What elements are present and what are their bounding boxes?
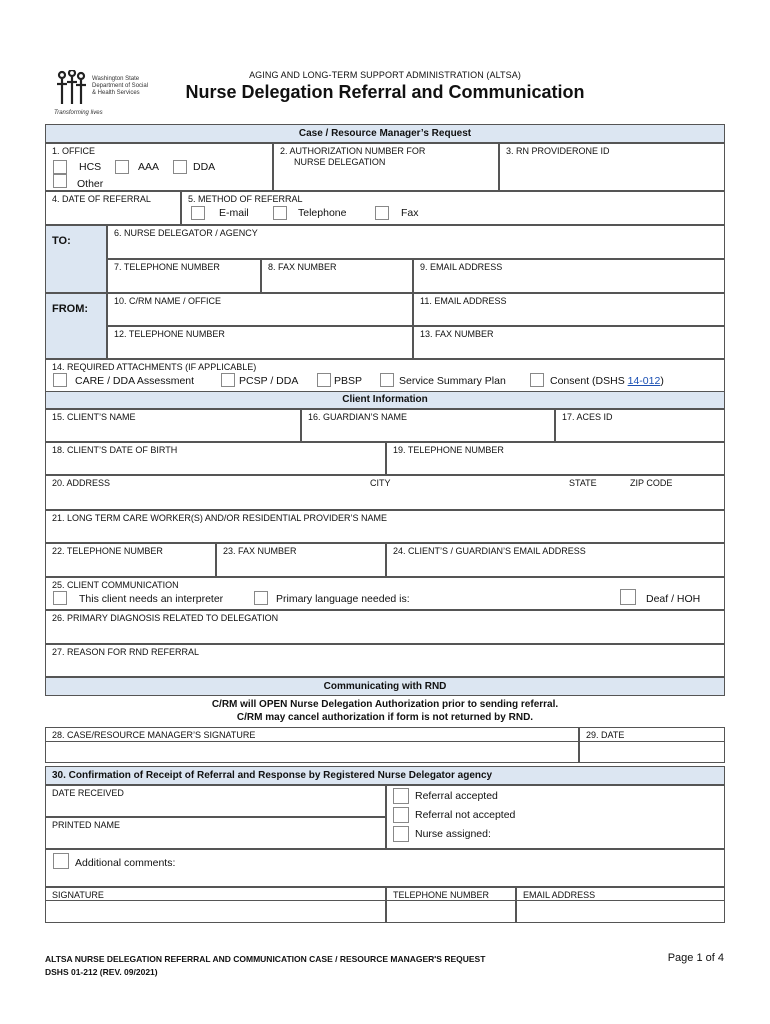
to-email-label: 9. EMAIL ADDRESS [420, 262, 503, 272]
rnd-signature-field[interactable] [45, 887, 386, 923]
referral-form [45, 124, 725, 924]
att-summary-label: Service Summary Plan [399, 375, 506, 387]
date-referral-label: 4. DATE OF REFERRAL [52, 194, 151, 204]
from-telephone-label: 12. TELEPHONE NUMBER [114, 329, 225, 339]
reason-field[interactable] [45, 644, 725, 677]
rn-providerone-label: 3. RN PROVIDERONE ID [506, 146, 610, 156]
comm-deaf-label: Deaf / HOH [646, 593, 701, 605]
client-telephone-field[interactable] [386, 442, 725, 475]
client-email-label: 24. CLIENT’S / GUARDIAN’S EMAIL ADDRESS [393, 546, 586, 556]
auth-number-field[interactable] [273, 143, 499, 191]
city-label: CITY [370, 478, 391, 488]
rn-providerone-field[interactable] [499, 143, 725, 191]
rnd-email-label: EMAIL ADDRESS [523, 890, 596, 900]
client-email-field[interactable] [386, 543, 725, 577]
method-referral-label: 5. METHOD OF REFERRAL [188, 194, 303, 204]
client-name-field[interactable] [45, 409, 301, 442]
att-consent-link[interactable]: 14-012 [627, 375, 661, 387]
section-client-info: Client Information [45, 391, 725, 409]
page-title: Nurse Delegation Referral and Communication [185, 82, 585, 102]
footer-page-number: Page 1 of 4 [667, 952, 724, 964]
nurse-assigned-label: Nurse assigned: [415, 828, 491, 840]
section-confirmation: 30. Confirmation of Receipt of Referral and Response by Registered Nurse Delegator agency [45, 766, 725, 785]
printed-name-label: PRINTED NAME [52, 820, 121, 830]
rnd-signature-divider [45, 900, 725, 901]
zip-label: ZIP CODE [630, 478, 673, 488]
additional-comments-checkbox[interactable] [53, 853, 69, 869]
sig-date-field[interactable] [579, 727, 725, 763]
method-fax-checkbox[interactable] [375, 206, 389, 220]
att-consent-close: ) [660, 375, 664, 387]
state-label: STATE [569, 478, 597, 488]
comm-deaf-checkbox[interactable] [620, 589, 636, 605]
rnd-telephone-field[interactable] [386, 887, 516, 923]
sig-date-label: 29. DATE [586, 730, 625, 740]
att-pcsp-checkbox[interactable] [221, 373, 235, 387]
crm-name-label: 10. C/RM NAME / OFFICE [114, 296, 222, 306]
from-fax-field[interactable] [413, 326, 725, 359]
diagnosis-field[interactable] [45, 610, 725, 644]
att-consent-text [550, 375, 664, 387]
client-dob-field[interactable] [45, 442, 386, 475]
ltc-worker-field[interactable] [45, 510, 725, 543]
sig-date-divider [579, 741, 725, 742]
ltc-telephone-label: 22. TELEPHONE NUMBER [52, 546, 163, 556]
office-aaa-checkbox[interactable] [115, 160, 129, 174]
agency-name: AGING AND LONG-TERM SUPPORT ADMINISTRATION (ALTSA) [249, 70, 521, 80]
office-aaa-label: AAA [138, 161, 160, 173]
additional-comments-label: Additional comments: [75, 857, 176, 869]
rnd-signature-label: SIGNATURE [52, 890, 104, 900]
method-telephone-label: Telephone [298, 207, 347, 219]
method-email-label: E-mail [219, 207, 249, 219]
date-received-label: DATE RECEIVED [52, 788, 124, 798]
address-label: 20. ADDRESS [52, 478, 111, 488]
to-label: TO: [45, 225, 107, 293]
logo-line-1: Washington State [92, 76, 140, 82]
from-email-label: 11. EMAIL ADDRESS [420, 296, 507, 306]
printed-name-field[interactable] [45, 817, 386, 849]
section-case-manager: Case / Resource Manager’s Request [45, 124, 725, 143]
office-hcs-checkbox[interactable] [53, 160, 67, 174]
client-telephone-label: 19. TELEPHONE NUMBER [393, 445, 504, 455]
referral-not-accepted-checkbox[interactable] [393, 807, 409, 823]
office-other-checkbox[interactable] [53, 174, 67, 188]
crm-signature-field[interactable] [45, 727, 579, 763]
office-dda-label: DDA [193, 161, 216, 173]
from-label: FROM: [45, 293, 107, 359]
reason-label: 27. REASON FOR RND REFERRAL [52, 647, 200, 657]
referral-not-accepted-label: Referral not accepted [415, 809, 516, 821]
client-dob-label: 18. CLIENT’S DATE OF BIRTH [52, 445, 178, 455]
crm-name-field[interactable] [107, 293, 413, 326]
method-fax-label: Fax [401, 207, 419, 219]
rnd-email-field[interactable] [516, 887, 725, 923]
office-dda-checkbox[interactable] [173, 160, 187, 174]
att-pbsp-label: PBSP [334, 375, 363, 387]
comm-interpreter-label: This client needs an interpreter [79, 593, 224, 605]
crm-signature-divider [45, 741, 579, 742]
att-pbsp-checkbox[interactable] [317, 373, 331, 387]
aces-id-label: 17. ACES ID [562, 412, 613, 422]
logo-tagline: Transforming lives [54, 110, 103, 116]
nurse-delegator-field[interactable] [107, 225, 725, 259]
to-telephone-label: 7. TELEPHONE NUMBER [114, 262, 220, 272]
office-hcs-label: HCS [79, 161, 102, 173]
auth-number-label-2: NURSE DELEGATION [294, 157, 386, 167]
logo-line-3: & Health Services [92, 90, 140, 96]
to-fax-field[interactable] [261, 259, 413, 293]
notice-cancel-authorization: C/RM may cancel authorization if form is not returned by RND. [236, 712, 534, 723]
comm-language-checkbox[interactable] [254, 591, 268, 605]
ltc-fax-field[interactable] [216, 543, 386, 577]
nurse-delegator-label: 6. NURSE DELEGATOR / AGENCY [114, 228, 258, 238]
footer-form-title: ALTSA NURSE DELEGATION REFERRAL AND COMMUNICATION CASE / RESOURCE MANAGER'S REQUEST [45, 954, 486, 964]
section-communicating: Communicating with RND [45, 677, 725, 696]
office-label: 1. OFFICE [52, 146, 96, 156]
notice-open-authorization: C/RM will OPEN Nurse Delegation Authorization prior to sending referral. [211, 699, 559, 710]
logo-line-2: Department of Social [92, 83, 149, 89]
referral-accepted-label: Referral accepted [415, 790, 498, 802]
client-comm-label: 25. CLIENT COMMUNICATION [52, 580, 179, 590]
nurse-assigned-checkbox[interactable] [393, 826, 409, 842]
footer-form-number: DSHS 01-212 (REV. 09/2021) [45, 967, 158, 977]
from-fax-label: 13. FAX NUMBER [420, 329, 494, 339]
comm-interpreter-checkbox[interactable] [53, 591, 67, 605]
att-pcsp-label: PCSP / DDA [239, 375, 299, 387]
office-other-label: Other [77, 178, 104, 190]
method-referral-field [181, 191, 725, 225]
from-email-field[interactable] [413, 293, 725, 326]
referral-accepted-checkbox[interactable] [393, 788, 409, 804]
to-email-field[interactable] [413, 259, 725, 293]
attachments-label: 14. REQUIRED ATTACHMENTS (IF APPLICABLE) [52, 362, 257, 372]
ltc-fax-label: 23. FAX NUMBER [223, 546, 297, 556]
ltc-telephone-field[interactable] [45, 543, 216, 577]
guardian-name-label: 16. GUARDIAN’S NAME [308, 412, 408, 422]
method-telephone-checkbox[interactable] [273, 206, 287, 220]
client-name-label: 15. CLIENT’S NAME [52, 412, 136, 422]
att-summary-checkbox[interactable] [380, 373, 394, 387]
att-consent-checkbox[interactable] [530, 373, 544, 387]
date-received-field[interactable] [45, 785, 386, 817]
diagnosis-label: 26. PRIMARY DIAGNOSIS RELATED TO DELEGATION [52, 613, 279, 623]
aces-id-field[interactable] [555, 409, 725, 442]
guardian-name-field[interactable] [301, 409, 555, 442]
to-fax-label: 8. FAX NUMBER [268, 262, 337, 272]
from-telephone-field[interactable] [107, 326, 413, 359]
ltc-worker-label: 21. LONG TERM CARE WORKER(S) AND/OR RESIDENTIAL PROVIDER’S NAME [52, 513, 388, 523]
rnd-telephone-label: TELEPHONE NUMBER [393, 890, 490, 900]
att-care-checkbox[interactable] [53, 373, 67, 387]
date-referral-field[interactable] [45, 191, 181, 225]
att-consent-label: Consent (DSHS [550, 375, 628, 387]
att-care-label: CARE / DDA Assessment [75, 375, 195, 387]
auth-number-label-1: 2. AUTHORIZATION NUMBER FOR [280, 146, 426, 156]
method-email-checkbox[interactable] [191, 206, 205, 220]
comm-language-label: Primary language needed is: [276, 593, 410, 605]
crm-signature-label: 28. CASE/RESOURCE MANAGER’S SIGNATURE [52, 730, 256, 740]
to-telephone-field[interactable] [107, 259, 261, 293]
